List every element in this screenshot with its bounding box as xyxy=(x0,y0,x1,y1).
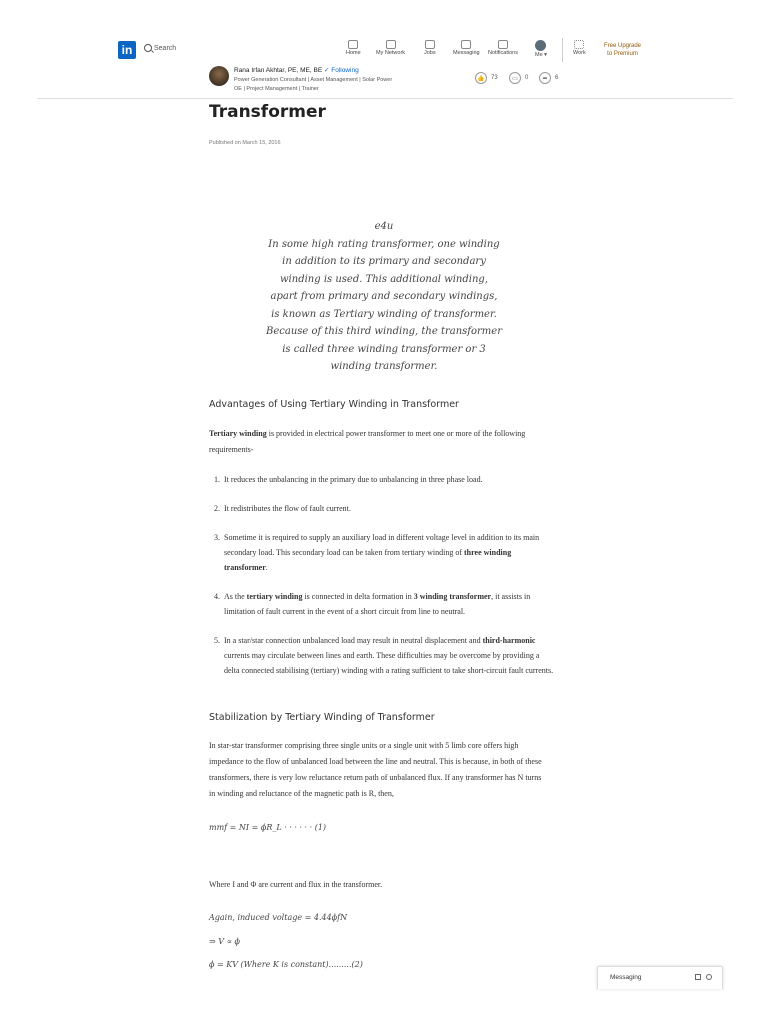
intro-paragraph xyxy=(209,426,549,458)
search-label: Search xyxy=(154,44,177,52)
nav-divider xyxy=(562,38,563,62)
list-text: It redistributes the flow of fault current. xyxy=(224,504,351,513)
search-box[interactable] xyxy=(144,44,176,52)
stabilization-paragraph: In star-star transformer comprising three single units or a single unit with 5 limb core offers high impedance to the flow of unbalanced load between the line and neutral. This is because, in both of these transformers, there is very low reluctance return path of unbalanced flux. If any transformer has N turns in winding and reluctance of the magnetic path is R, then, xyxy=(209,741,542,798)
published-date: Published on March 15, 2016 xyxy=(209,140,281,146)
quote-line: In some high rating transformer, one winding xyxy=(268,238,500,250)
quote-line: apart from primary and secondary windings, xyxy=(270,291,498,302)
chat-icon xyxy=(461,40,471,49)
share-icon: ➦ xyxy=(539,72,551,84)
nav-messaging[interactable] xyxy=(453,40,480,56)
list-item xyxy=(214,589,554,619)
list-text: In a star/star connection unbalanced load may result in neutral displacement and xyxy=(224,636,483,645)
people-icon xyxy=(386,40,396,49)
list-bold: 3 winding transformer xyxy=(413,592,492,601)
list-item xyxy=(214,530,554,575)
heading-advantages: Advantages of Using Tertiary Winding in Transformer xyxy=(209,399,459,410)
nav-jobs[interactable] xyxy=(424,40,436,56)
search-icon xyxy=(144,44,152,52)
premium-upsell-link[interactable] xyxy=(604,42,641,58)
nav-work[interactable] xyxy=(573,40,586,56)
nav-notifications[interactable] xyxy=(488,40,518,56)
bell-icon xyxy=(498,40,508,49)
messaging-widget[interactable] xyxy=(597,966,723,989)
nav-messaging-label: Messaging xyxy=(453,50,480,56)
advantages-list xyxy=(214,472,554,692)
nav-my-network-label: My Network xyxy=(376,50,406,56)
quote-line: in addition to its primary and secondary xyxy=(282,256,486,267)
premium-line-1: Free Upgrade xyxy=(604,43,642,49)
list-text: currents may circulate between lines and earth. These difficulties may be overcome by providing a delta connected stabilising (tertiary) winding with a rating sufficient to take short-circuit fault currents. xyxy=(224,651,554,675)
author-name[interactable]: Rana Irfan Akhtar, PE, ME, BE xyxy=(234,67,323,74)
list-text: It reduces the unbalancing in the primary due to unbalancing in three phase load. xyxy=(224,475,483,484)
author-headline: Power Generation Consultant | Asset Management | Solar Power OE | Project Management | Trainer xyxy=(234,77,393,92)
nav-my-network[interactable] xyxy=(376,40,405,56)
intro-rest: is provided in electrical power transformer to meet one or more of the following requirements- xyxy=(209,429,526,454)
list-number: 5. xyxy=(214,636,220,645)
nav-jobs-label: Jobs xyxy=(424,50,436,56)
shares-stat[interactable] xyxy=(539,72,558,84)
nav-work-label: Work xyxy=(573,50,586,56)
comments-stat[interactable] xyxy=(509,72,528,84)
quote-line: Because of this third winding, the transformer xyxy=(266,326,502,337)
quote-line: is known as Tertiary winding of transformer. xyxy=(271,308,497,320)
list-item xyxy=(214,633,554,678)
nav-notifications-label: Notifications xyxy=(488,50,518,56)
shares-count: 6 xyxy=(555,75,559,81)
grid-icon xyxy=(574,40,584,49)
comment-icon: ▭ xyxy=(509,72,521,84)
compose-icon[interactable] xyxy=(695,974,701,980)
list-number: 3. xyxy=(214,533,220,542)
list-text: Sometime it is required to supply an auxiliary load in different voltage level in addition to its main secondary load. This secondary load can be taken from tertiary winding of xyxy=(224,533,540,557)
nav-me[interactable] xyxy=(535,40,547,58)
likes-count: 73 xyxy=(491,75,498,81)
pull-quote xyxy=(258,218,510,376)
list-text: , it assists in limitation of fault current in the event of a short circuit from line to neutral. xyxy=(224,592,531,616)
likes-stat[interactable] xyxy=(475,72,498,84)
quote-line: winding transformer. xyxy=(330,361,438,372)
list-number: 4. xyxy=(214,592,220,601)
formula-constant: ϕ = KV (Where K is constant).........(2) xyxy=(209,960,363,969)
list-text: As the xyxy=(224,592,247,601)
formula-induced-voltage: Again, induced voltage = 4.44ϕfN xyxy=(209,913,348,922)
following-button[interactable]: ✓ Following xyxy=(323,67,359,74)
settings-icon[interactable] xyxy=(706,974,712,980)
list-bold: three winding transformer xyxy=(224,548,512,572)
list-number: 1. xyxy=(214,475,220,484)
nav-home-label: Home xyxy=(346,50,361,56)
like-icon: 👍 xyxy=(475,72,487,84)
list-text: is connected in delta formation in xyxy=(302,592,414,601)
home-icon xyxy=(348,40,358,49)
author-avatar[interactable] xyxy=(209,66,229,86)
premium-line-2: to Premium xyxy=(607,51,638,57)
where-paragraph: Where I and Φ are current and flux in the transformer. xyxy=(209,880,383,889)
list-text: . xyxy=(265,563,268,572)
formula-mmf: mmf = NI = ϕR_L · · · · · · (1) xyxy=(209,823,327,832)
profile-avatar xyxy=(535,40,546,51)
list-bold: tertiary winding xyxy=(246,592,303,601)
heading-stabilization: Stabilization by Tertiary Winding of Transformer xyxy=(209,712,435,723)
quote-source: e4u xyxy=(374,221,394,232)
messaging-label: Messaging xyxy=(610,974,642,981)
nav-home[interactable] xyxy=(346,40,361,56)
formula-proportional: ⇒ V ∝ ϕ xyxy=(209,937,240,946)
author-bar xyxy=(37,64,733,99)
top-nav xyxy=(0,0,768,70)
list-bold: third-harmonic xyxy=(482,636,536,645)
article-title: Transformer xyxy=(209,102,326,122)
linkedin-logo[interactable]: in xyxy=(118,41,136,59)
briefcase-icon xyxy=(425,40,435,49)
list-number: 2. xyxy=(214,504,220,513)
comments-count: 0 xyxy=(525,75,529,81)
quote-line: is called three winding transformer or 3 xyxy=(282,343,486,355)
author-name-line xyxy=(234,66,359,74)
intro-bold: Tertiary winding xyxy=(209,429,267,438)
nav-me-label: Me ▾ xyxy=(535,52,547,58)
list-item xyxy=(214,472,554,487)
list-item xyxy=(214,501,554,516)
quote-line: winding is used. This additional winding, xyxy=(280,273,488,285)
